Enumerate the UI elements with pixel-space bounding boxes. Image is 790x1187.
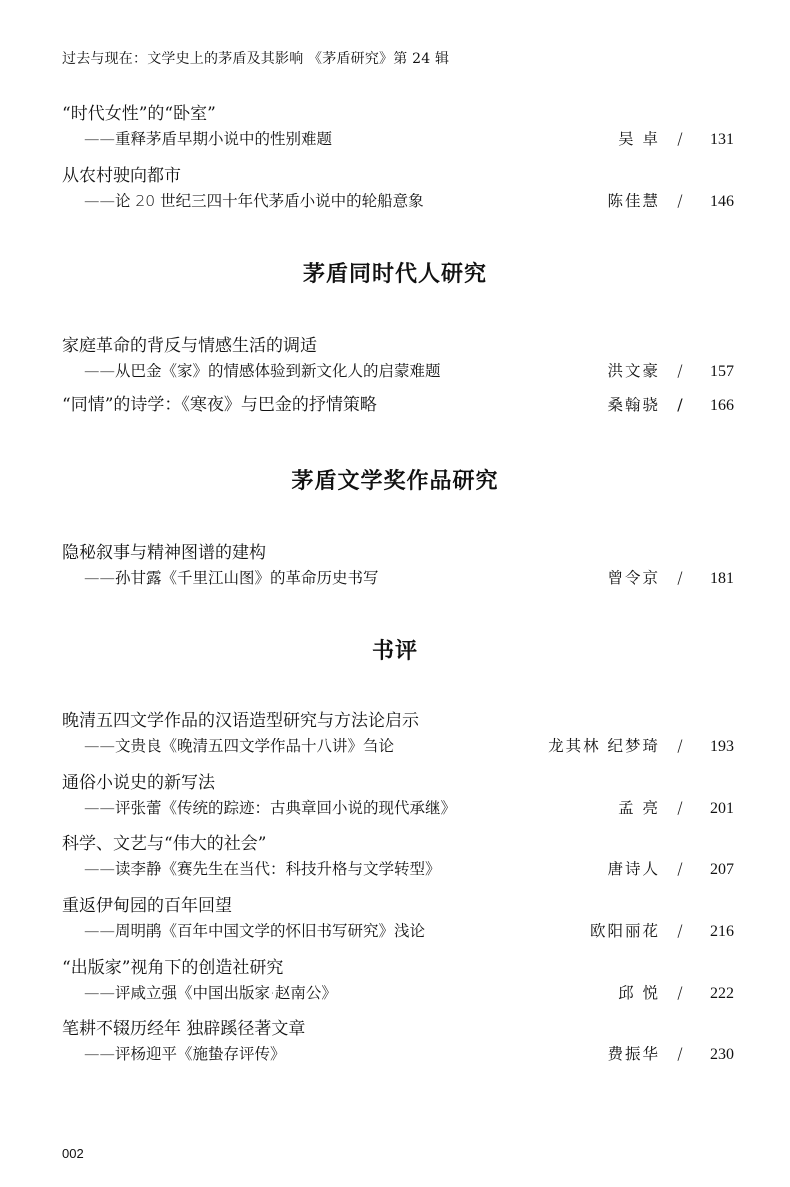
entry-title: 晚清五四文学作品的汉语造型研究与方法论启示 xyxy=(62,711,419,731)
entry-subtitle: ——重释茅盾早期小说中的性别难题 xyxy=(84,130,333,148)
separator: / xyxy=(677,129,683,148)
entry-author: 曾令京 xyxy=(607,569,660,587)
entry-title: “时代女性”的“卧室” xyxy=(62,104,216,124)
entry-title: “同情”的诗学：《寒夜》与巴金的抒情策略 xyxy=(62,395,377,415)
entry-author: 孟 亮 xyxy=(618,799,660,817)
page-number: 002 xyxy=(62,1146,84,1161)
running-head: 过去与现在：文学史上的茅盾及其影响 《茅盾研究》第 24 辑 xyxy=(62,51,450,67)
entry-subtitle: ——从巴金《家》的情感体验到新文化人的启蒙难题 xyxy=(84,362,441,380)
entry-title: 隐秘叙事与精神图谱的建构 xyxy=(62,543,266,563)
entry-title: 从农村驶向都市 xyxy=(62,166,181,186)
toc-entry[interactable] xyxy=(62,832,734,883)
toc-entry[interactable] xyxy=(62,894,734,945)
entry-author: 吴 卓 xyxy=(618,130,660,148)
separator: / xyxy=(677,859,683,878)
section-heading: 茅盾同时代人研究 xyxy=(302,262,487,287)
toc-entry[interactable] xyxy=(62,956,734,1007)
separator: / xyxy=(677,191,683,210)
toc-entry[interactable] xyxy=(62,164,734,215)
entry-subtitle: ——读李静《赛先生在当代：科技升格与文学转型》 xyxy=(84,860,441,878)
entry-subtitle: ——评张蕾《传统的踪迹：古典章回小说的现代承继》 xyxy=(84,799,457,817)
entry-author: 龙其林 纪梦琦 xyxy=(548,737,660,755)
entry-title: 笔耕不辍历经年 独辟蹊径著文章 xyxy=(62,1019,306,1039)
entry-page: 157 xyxy=(710,363,734,380)
entry-subtitle: ——文贵良《晚清五四文学作品十八讲》刍论 xyxy=(84,737,395,755)
entry-subtitle: ——评杨迎平《施蛰存评传》 xyxy=(84,1045,286,1063)
section-heading: 茅盾文学奖作品研究 xyxy=(291,469,499,494)
entry-page: 166 xyxy=(710,397,734,414)
entry-title: 通俗小说史的新写法 xyxy=(62,773,215,793)
entry-author: 桑翰骁 xyxy=(607,396,660,414)
entry-author: 唐诗人 xyxy=(607,860,660,878)
entry-subtitle: ——周明鹃《百年中国文学的怀旧书写研究》浅论 xyxy=(84,922,426,940)
separator: / xyxy=(677,361,683,380)
toc-entry[interactable] xyxy=(62,102,734,153)
entry-page: 216 xyxy=(710,923,734,940)
toc-entry[interactable] xyxy=(62,709,734,760)
entry-title: “出版家”视角下的创造社研究 xyxy=(62,958,284,978)
entry-page: 146 xyxy=(710,193,734,210)
entry-page: 193 xyxy=(710,738,734,755)
entry-title: 科学、文艺与“伟大的社会” xyxy=(62,834,267,854)
separator: / xyxy=(677,798,683,817)
entry-page: 201 xyxy=(710,800,734,817)
entry-page: 181 xyxy=(710,570,734,587)
section-heading: 书评 xyxy=(371,639,418,664)
separator: / xyxy=(677,568,683,587)
entry-author: 欧阳丽花 xyxy=(589,922,660,940)
toc-entry[interactable] xyxy=(62,541,734,592)
separator: / xyxy=(677,1044,683,1063)
entry-title: 家庭革命的背反与情感生活的调适 xyxy=(62,336,317,356)
entry-author: 费振华 xyxy=(607,1045,660,1063)
separator: / xyxy=(677,921,683,940)
entry-author: 陈佳慧 xyxy=(607,192,660,210)
entry-page: 222 xyxy=(710,985,734,1002)
entry-subtitle: ——论 20 世纪三四十年代茅盾小说中的轮船意象 xyxy=(84,192,424,210)
entry-page: 230 xyxy=(710,1046,734,1063)
entry-author: 邱 悦 xyxy=(618,984,660,1002)
entry-title: 重返伊甸园的百年回望 xyxy=(62,896,232,916)
toc-entry[interactable] xyxy=(62,1017,734,1068)
entry-page: 131 xyxy=(710,131,734,148)
entry-subtitle: ——孙甘露《千里江山图》的革命历史书写 xyxy=(84,569,379,587)
separator: / xyxy=(677,736,683,755)
separator: / xyxy=(677,395,683,414)
entry-author: 洪文豪 xyxy=(607,362,660,380)
toc-entry[interactable] xyxy=(62,334,734,385)
toc-entry[interactable] xyxy=(62,771,734,822)
separator: / xyxy=(677,983,683,1002)
entry-subtitle: ——评咸立强《中国出版家·赵南公》 xyxy=(84,984,337,1002)
entry-page: 207 xyxy=(710,861,734,878)
toc-entry[interactable] xyxy=(62,393,734,417)
